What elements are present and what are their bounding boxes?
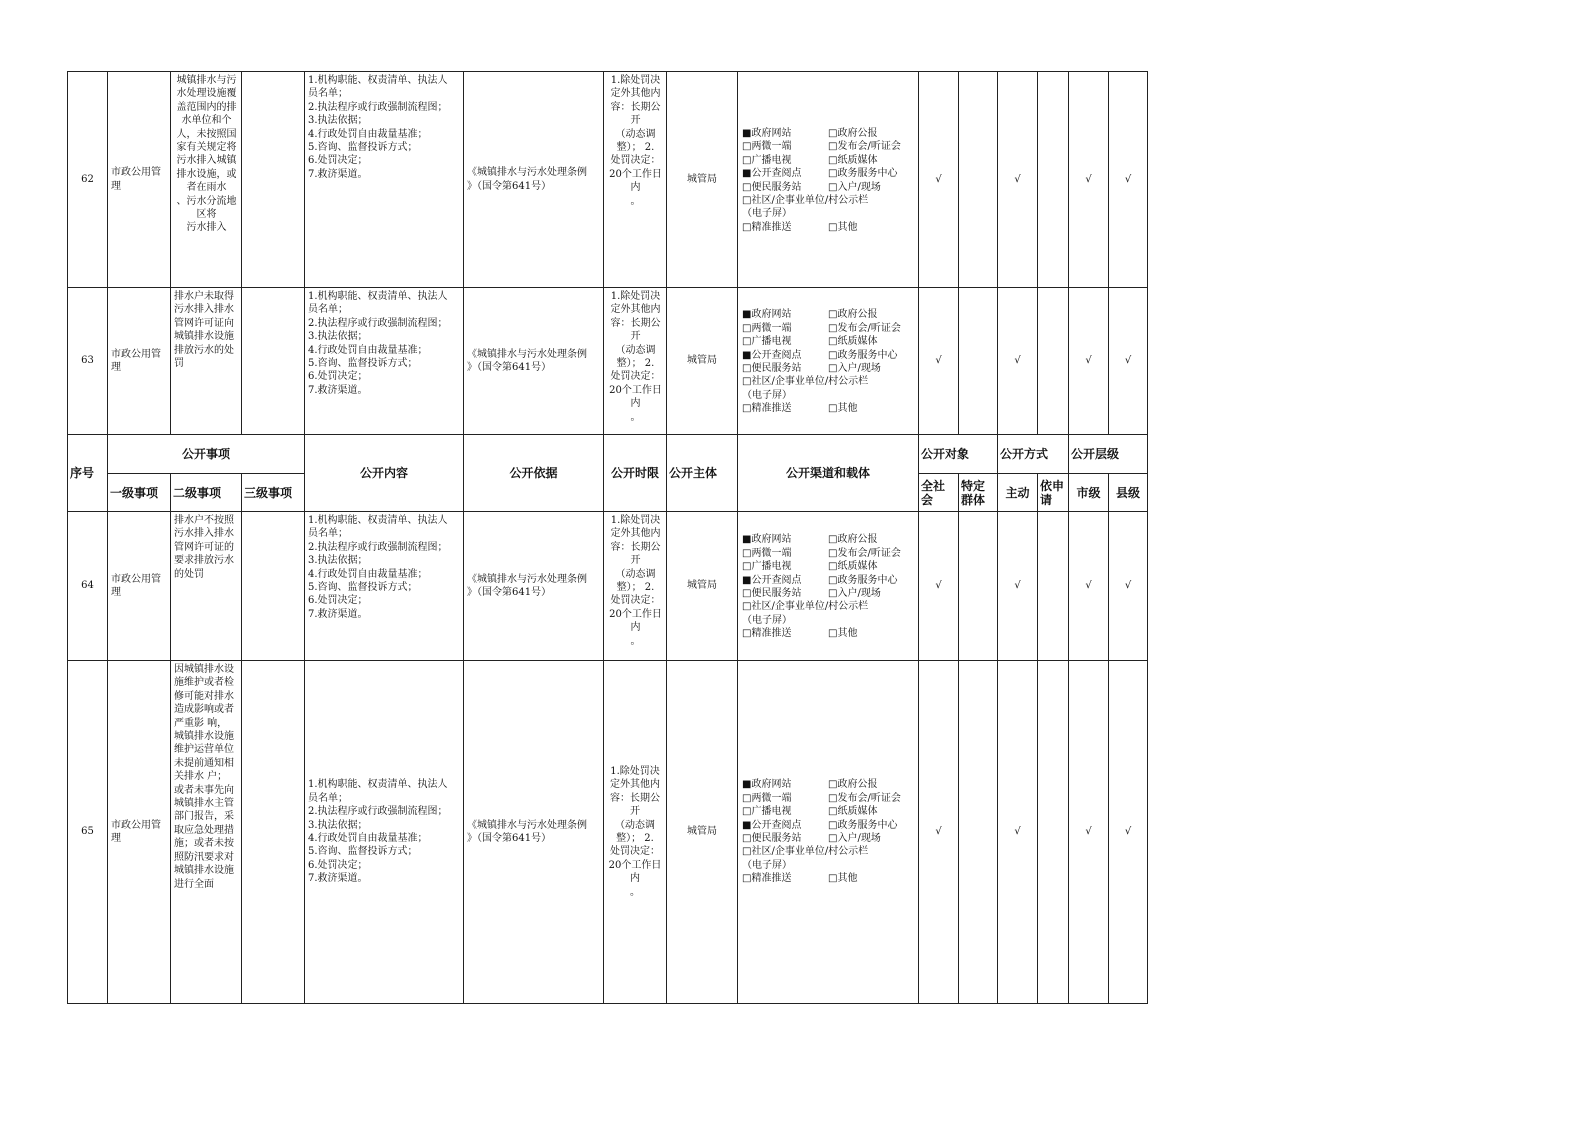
channel-option: □便民服务站 — [742, 363, 802, 374]
table-row — [68, 288, 1148, 435]
seq-cell: 64 — [68, 512, 108, 661]
content-cell: 1.机构职能、权责清单、执法人 员名单； 2.执法程序或行政强制流程图； 3.执法依据； 4.行政处罚自由裁量基准； 5.咨询、监督投诉方式； 6.处罚决定； 7.救济渠道。 — [305, 288, 464, 435]
channel-option: ■公开查阅点 — [742, 819, 802, 831]
obj-all-cell: √ — [919, 288, 959, 435]
time-limit-cell: 1.除处罚决 定外其他内 容：长期公 开 （动态调 整）； 2. 处罚决定： 20个工作日 内 。 — [604, 512, 667, 661]
header-channel: 公开渠道和载体 — [738, 435, 919, 512]
channel-option: □便民服务站 — [742, 588, 802, 599]
channel-option: □发布会/听证会 — [828, 547, 901, 559]
level2-cell: 排水户不按照 污水排入排水 管网许可证的 要求排放污水 的处罚 — [171, 512, 242, 661]
table-row — [68, 72, 1148, 288]
obj-specific-cell — [959, 288, 998, 435]
header-level3: 三级事项 — [242, 474, 305, 512]
channel-line — [742, 127, 916, 140]
header-level-group: 公开层级 — [1069, 435, 1148, 474]
channel-line — [742, 627, 916, 640]
channel-line — [742, 349, 916, 362]
level-city-cell: √ — [1069, 661, 1109, 1004]
channel-cell — [738, 512, 919, 661]
channel-option: □其他 — [828, 403, 858, 415]
level1-cell: 市政公用管 理 — [108, 661, 171, 1004]
level2-cell: 城镇排水与污 水处理设施覆 盖范围内的排 水单位和个 人，未按照国 家有关规定将 污水排入城镇 排水设施，或 者在雨水 、污水分流地 区将 污水排入 — [171, 72, 242, 288]
channel-option: □广播电视 — [742, 806, 792, 818]
table-row — [68, 512, 1148, 661]
method-apply-cell — [1038, 288, 1069, 435]
channel-line: （电子屏） — [742, 389, 792, 401]
channel-option: □发布会/听证会 — [828, 322, 901, 334]
channel-option: □入户/现场 — [828, 833, 881, 844]
channel-option: □其他 — [828, 873, 858, 885]
level-city-cell: √ — [1069, 72, 1109, 288]
channel-line: （电子屏） — [742, 208, 792, 220]
level2-cell: 排水户未取得 污水排入排水 管网许可证向 城镇排水设施 排放污水的处 罚 — [171, 288, 242, 435]
level1-cell: 市政公用管 理 — [108, 72, 171, 288]
level-city-cell: √ — [1069, 288, 1109, 435]
channel-line — [742, 560, 916, 573]
method-active-cell: √ — [998, 72, 1038, 288]
time-limit-cell: 1.除处罚决 定外其他内 容：长期公 开 （动态调 整）； 2. 处罚决定： 20个工作日 内 。 — [604, 288, 667, 435]
basis-cell: 《城镇排水与污水处理条例 》（国令第641号） — [464, 661, 604, 1004]
channel-option: □入户/现场 — [828, 363, 881, 374]
channel-line — [742, 322, 916, 335]
channel-option: □广播电视 — [742, 154, 792, 166]
header-object-group: 公开对象 — [919, 435, 998, 474]
channel-option: □政务服务中心 — [828, 819, 898, 831]
subject-cell: 城管局 — [667, 661, 738, 1004]
header-content: 公开内容 — [305, 435, 464, 512]
channel-option: □政务服务中心 — [828, 168, 898, 180]
channel-option: □政府公报 — [828, 779, 878, 791]
header-obj-all: 全社 会 — [919, 474, 959, 512]
level3-cell — [242, 661, 305, 1004]
channel-line — [742, 792, 916, 805]
channel-option: □其他 — [828, 221, 858, 233]
header-basis: 公开依据 — [464, 435, 604, 512]
channel-line — [742, 181, 916, 194]
channel-option: □两微一端 — [742, 547, 792, 559]
channel-option: ■公开查阅点 — [742, 574, 802, 586]
channel-option: □入户/现场 — [828, 181, 881, 193]
channel-option: □纸质媒体 — [828, 561, 878, 573]
channel-option: □广播电视 — [742, 561, 792, 573]
content-cell: 1.机构职能、权责清单、执法人 员名单； 2.执法程序或行政强制流程图； 3.执法依据； 4.行政处罚自由裁量基准； 5.咨询、监督投诉方式； 6.处罚决定； 7.救济渠道。 — [305, 72, 464, 288]
table-header-row — [68, 435, 1148, 474]
channel-option: □政府公报 — [828, 309, 878, 321]
channel-option: ■政府网站 — [742, 127, 792, 139]
channel-option: □发布会/听证会 — [828, 141, 901, 153]
disclosure-table — [67, 71, 1148, 1004]
header-item-group: 公开事项 — [108, 435, 305, 474]
seq-cell: 63 — [68, 288, 108, 435]
seq-cell: 62 — [68, 72, 108, 288]
channel-option: □精准推送 — [742, 221, 792, 233]
time-limit-cell: 1.除处罚决 定外其他内 容：长期公 开 （动态调 整）； 2. 处罚决定： 20个工作日 内 。 — [604, 661, 667, 1004]
header-seq: 序号 — [68, 435, 108, 512]
header-method-apply: 依申 请 — [1038, 474, 1069, 512]
header-level-county: 县级 — [1109, 474, 1148, 512]
channel-line — [742, 533, 916, 546]
header-method-group: 公开方式 — [998, 435, 1069, 474]
channel-option: □纸质媒体 — [828, 154, 878, 166]
level2-cell: 因城镇排水设 施维护或者检 修可能对排水 造成影响或者 严重影 响， 城镇排水设施 维护运营单位 未提前通知相 关排水 户； 或者未事先向 城镇排水主管 部门报告，采 取应急处理措 施；或者未按 照防汛要求对 城镇排水设施 进行全面 — [171, 661, 242, 1004]
channel-line — [742, 574, 916, 587]
channel-option: ■政府网站 — [742, 534, 792, 546]
channel-line — [742, 140, 916, 153]
obj-specific-cell — [959, 661, 998, 1004]
level1-cell: 市政公用管 理 — [108, 512, 171, 661]
channel-option: □政务服务中心 — [828, 349, 898, 361]
channel-option: □政府公报 — [828, 534, 878, 546]
channel-option: □两微一端 — [742, 141, 792, 153]
obj-all-cell: √ — [919, 72, 959, 288]
channel-option: □两微一端 — [742, 792, 792, 804]
channel-line — [742, 819, 916, 832]
channel-option: □其他 — [828, 628, 858, 640]
level3-cell — [242, 512, 305, 661]
basis-cell: 《城镇排水与污水处理条例 》（国令第641号） — [464, 72, 604, 288]
method-active-cell: √ — [998, 288, 1038, 435]
channel-option: □纸质媒体 — [828, 806, 878, 818]
header-time-limit: 公开时限 — [604, 435, 667, 512]
level3-cell — [242, 72, 305, 288]
channel-option: □政府公报 — [828, 127, 878, 139]
header-method-active: 主动 — [998, 474, 1038, 512]
channel-line: □社区/企事业单位/村公示栏 — [742, 846, 869, 858]
method-apply-cell — [1038, 512, 1069, 661]
channel-line — [742, 154, 916, 167]
level-county-cell: √ — [1109, 512, 1148, 661]
channel-line: □社区/企事业单位/村公示栏 — [742, 194, 869, 206]
level3-cell — [242, 288, 305, 435]
obj-all-cell: √ — [919, 661, 959, 1004]
channel-option: □入户/现场 — [828, 588, 881, 599]
level-city-cell: √ — [1069, 512, 1109, 661]
level-county-cell: √ — [1109, 661, 1148, 1004]
channel-option: □精准推送 — [742, 628, 792, 640]
obj-all-cell: √ — [919, 512, 959, 661]
content-cell: 1.机构职能、权责清单、执法人 员名单； 2.执法程序或行政强制流程图； 3.执法依据； 4.行政处罚自由裁量基准； 5.咨询、监督投诉方式； 6.处罚决定； 7.救济渠道。 — [305, 661, 464, 1004]
channel-option: □便民服务站 — [742, 833, 802, 844]
channel-line — [742, 805, 916, 818]
channel-option: □两微一端 — [742, 322, 792, 334]
header-level1: 一级事项 — [108, 474, 171, 512]
content-cell: 1.机构职能、权责清单、执法人 员名单； 2.执法程序或行政强制流程图； 3.执法依据； 4.行政处罚自由裁量基准； 5.咨询、监督投诉方式； 6.处罚决定； 7.救济渠道。 — [305, 512, 464, 661]
subject-cell: 城管局 — [667, 288, 738, 435]
channel-line: □社区/企事业单位/村公示栏 — [742, 601, 869, 613]
basis-cell: 《城镇排水与污水处理条例 》（国令第641号） — [464, 288, 604, 435]
method-apply-cell — [1038, 661, 1069, 1004]
channel-line: □社区/企事业单位/村公示栏 — [742, 376, 869, 388]
method-active-cell: √ — [998, 512, 1038, 661]
channel-option: ■政府网站 — [742, 309, 792, 321]
channel-line — [742, 362, 916, 375]
channel-option: ■公开查阅点 — [742, 168, 802, 180]
obj-specific-cell — [959, 72, 998, 288]
channel-line — [742, 335, 916, 348]
channel-line — [742, 872, 916, 885]
table-row — [68, 661, 1148, 1004]
channel-cell — [738, 72, 919, 288]
channel-option: □便民服务站 — [742, 181, 802, 193]
subject-cell: 城管局 — [667, 512, 738, 661]
channel-option: □发布会/听证会 — [828, 792, 901, 804]
method-apply-cell — [1038, 72, 1069, 288]
level-county-cell: √ — [1109, 288, 1148, 435]
channel-option: □广播电视 — [742, 336, 792, 348]
level-county-cell: √ — [1109, 72, 1148, 288]
channel-line — [742, 167, 916, 180]
channel-line — [742, 221, 916, 234]
channel-line: （电子屏） — [742, 614, 792, 626]
header-obj-specific: 特定 群体 — [959, 474, 998, 512]
obj-specific-cell — [959, 512, 998, 661]
channel-line: （电子屏） — [742, 859, 792, 871]
channel-line — [742, 832, 916, 845]
time-limit-cell: 1.除处罚决 定外其他内 容：长期公 开 （动态调 整）； 2. 处罚决定： 20个工作日 内 。 — [604, 72, 667, 288]
subject-cell: 城管局 — [667, 72, 738, 288]
channel-option: □政务服务中心 — [828, 574, 898, 586]
header-level-city: 市级 — [1069, 474, 1109, 512]
channel-line — [742, 308, 916, 321]
channel-cell — [738, 288, 919, 435]
channel-option: □精准推送 — [742, 873, 792, 885]
channel-cell — [738, 661, 919, 1004]
channel-line — [742, 587, 916, 600]
header-level2: 二级事项 — [171, 474, 242, 512]
seq-cell: 65 — [68, 661, 108, 1004]
level1-cell: 市政公用管 理 — [108, 288, 171, 435]
channel-line — [742, 547, 916, 560]
method-active-cell: √ — [998, 661, 1038, 1004]
channel-option: ■公开查阅点 — [742, 349, 802, 361]
channel-option: □纸质媒体 — [828, 336, 878, 348]
channel-option: ■政府网站 — [742, 779, 792, 791]
basis-cell: 《城镇排水与污水处理条例 》（国令第641号） — [464, 512, 604, 661]
channel-option: □精准推送 — [742, 403, 792, 415]
header-subject: 公开主体 — [667, 435, 738, 512]
channel-line — [742, 402, 916, 415]
channel-line — [742, 778, 916, 791]
